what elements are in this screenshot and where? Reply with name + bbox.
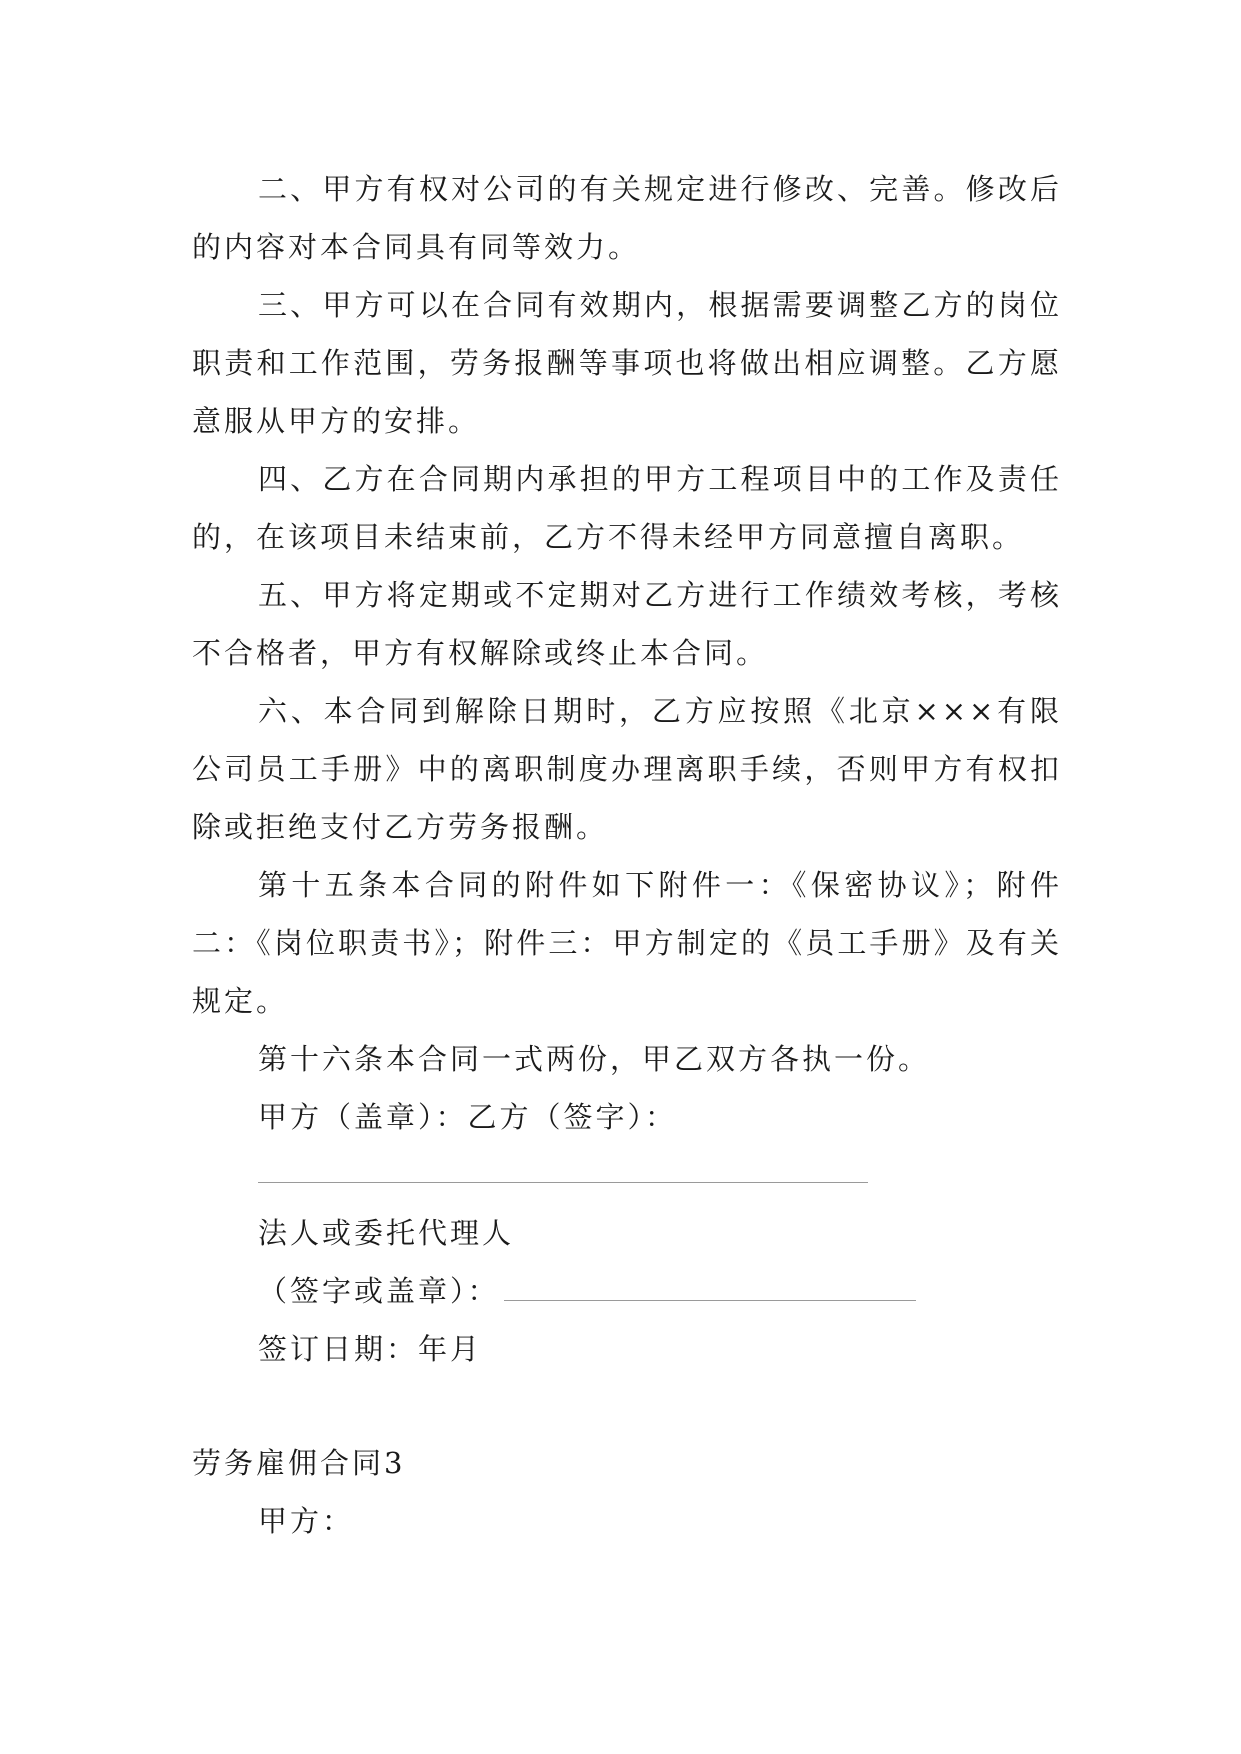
paragraph-4: 四、乙方在合同期内承担的甲方工程项目中的工作及责任的，在该项目未结束前，乙方不得未经甲方同意擅自离职。 xyxy=(192,462,1062,554)
paragraph-5: 五、甲方将定期或不定期对乙方进行工作绩效考核，考核不合格者，甲方有权解除或终止本合同。 xyxy=(192,578,1062,670)
sign-or-seal-line xyxy=(504,1300,916,1301)
signature-parties: 甲方（盖章）：乙方（签字）： xyxy=(258,1100,678,1134)
next-contract-title: 劳务雇佣合同3 xyxy=(192,1446,406,1480)
paragraph-2: 二、甲方有权对公司的有关规定进行修改、完善。修改后的内容对本合同具有同等效力。 xyxy=(192,172,1062,264)
legal-representative-label: 法人或委托代理人 xyxy=(258,1216,515,1250)
next-contract-party-a: 甲方： xyxy=(258,1504,355,1538)
clause-16: 第十六条本合同一式两份，甲乙双方各执一份。 xyxy=(258,1042,931,1076)
sign-or-seal-label: （签字或盖章）： xyxy=(258,1274,500,1308)
clause-15: 第十五条本合同的附件如下附件一：《保密协议》；附件二：《岗位职责书》；附件三：甲方制定的《员工手册》及有关规定。 xyxy=(192,868,1062,1018)
paragraph-3: 三、甲方可以在合同有效期内，根据需要调整乙方的岗位职责和工作范围，劳务报酬等事项也将做出相应调整。乙方愿意服从甲方的安排。 xyxy=(192,288,1062,438)
paragraph-6: 六、本合同到解除日期时，乙方应按照《北京×××有限公司员工手册》中的离职制度办理离职手续，否则甲方有权扣除或拒绝支付乙方劳务报酬。 xyxy=(192,694,1062,844)
signature-line xyxy=(258,1182,868,1183)
sign-date-label: 签订日期：年月 xyxy=(258,1332,483,1366)
